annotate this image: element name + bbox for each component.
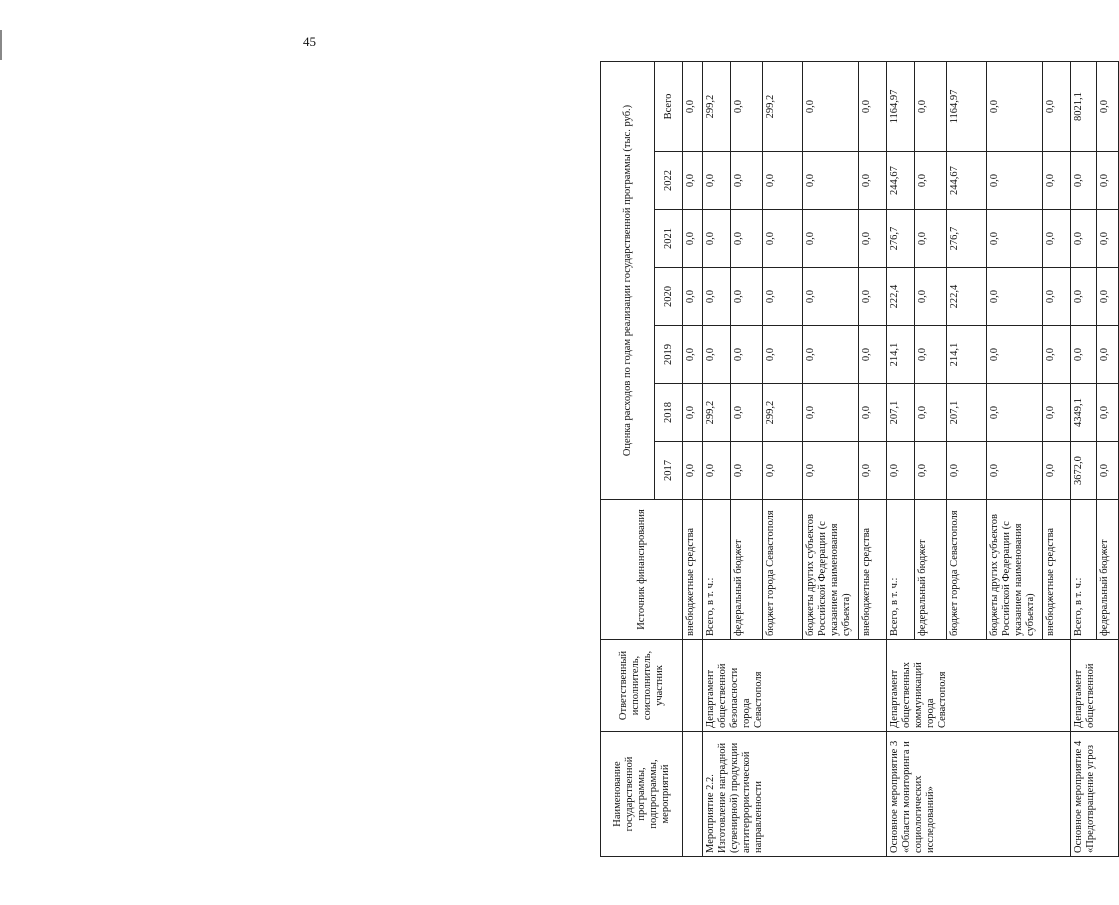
value-cell: 0,0 — [803, 152, 859, 210]
value-cell: 0,0 — [803, 442, 859, 500]
value-cell: 0,0 — [1043, 268, 1071, 326]
value-cell: 276,7 — [947, 210, 987, 268]
value-cell: 0,0 — [703, 326, 731, 384]
value-cell: 0,0 — [987, 326, 1043, 384]
budget-table — [600, 61, 1119, 857]
value-cell: 0,0 — [731, 268, 763, 326]
funding-source: бюджеты других субъектов Российской Федерации (с указанием наименования субъекта) — [803, 500, 859, 640]
value-cell: 0,0 — [859, 152, 887, 210]
total-cell: 0,0 — [803, 61, 859, 151]
value-cell: 0,0 — [1043, 152, 1071, 210]
table-row — [683, 61, 703, 856]
value-cell: 0,0 — [763, 268, 803, 326]
header-year: 2019 — [655, 326, 683, 384]
value-cell: 0,0 — [1043, 384, 1071, 442]
value-cell: 0,0 — [987, 384, 1043, 442]
responsible-executor: Департамент общественных коммуникаций города Севастополя — [887, 640, 1071, 732]
value-cell: 0,0 — [1071, 152, 1097, 210]
value-cell: 222,4 — [947, 268, 987, 326]
value-cell: 0,0 — [1043, 210, 1071, 268]
value-cell: 214,1 — [947, 326, 987, 384]
activity-name: Мероприятие 2.2. Изготовление наградной (сувенирной) продукции антитеррористической направленности — [703, 732, 887, 857]
value-cell: 0,0 — [803, 384, 859, 442]
header-name: Наименование государственной программы, подпрограммы, мероприятий — [601, 732, 683, 857]
table-row — [703, 61, 731, 856]
header-year: 2018 — [655, 384, 683, 442]
header-year: 2020 — [655, 268, 683, 326]
value-cell: 0,0 — [683, 384, 703, 442]
value-cell: 0,0 — [987, 268, 1043, 326]
funding-source: внебюджетные средства — [1043, 500, 1071, 640]
value-cell: 0,0 — [915, 268, 947, 326]
value-cell: 0,0 — [731, 152, 763, 210]
value-cell: 0,0 — [1097, 384, 1119, 442]
table-row — [887, 61, 915, 856]
value-cell: 0,0 — [859, 384, 887, 442]
value-cell: 0,0 — [987, 152, 1043, 210]
total-cell: 0,0 — [683, 61, 703, 151]
value-cell: 0,0 — [915, 210, 947, 268]
value-cell: 0,0 — [1043, 442, 1071, 500]
funding-source: бюджет города Севастополя — [947, 500, 987, 640]
value-cell: 0,0 — [731, 442, 763, 500]
value-cell: 0,0 — [763, 210, 803, 268]
value-cell: 0,0 — [731, 384, 763, 442]
responsible-cell — [683, 640, 703, 732]
value-cell: 0,0 — [1071, 210, 1097, 268]
page-edge-mark — [0, 30, 2, 60]
value-cell: 0,0 — [1097, 152, 1119, 210]
value-cell: 244,67 — [887, 152, 915, 210]
funding-source: Всего, в т. ч.: — [887, 500, 915, 640]
page-number: 45 — [303, 34, 316, 49]
value-cell: 0,0 — [915, 442, 947, 500]
value-cell: 299,2 — [763, 384, 803, 442]
value-cell: 0,0 — [683, 442, 703, 500]
value-cell: 207,1 — [887, 384, 915, 442]
value-cell: 0,0 — [987, 442, 1043, 500]
value-cell: 0,0 — [683, 152, 703, 210]
value-cell: 244,67 — [947, 152, 987, 210]
value-cell: 0,0 — [887, 442, 915, 500]
total-cell: 8021,1 — [1071, 61, 1097, 151]
total-cell: 0,0 — [1043, 61, 1071, 151]
value-cell: 4349,1 — [1071, 384, 1097, 442]
activity-name: Основное мероприятие 3 «Области мониторинга и социологических исследований» — [887, 732, 1071, 857]
value-cell: 0,0 — [703, 210, 731, 268]
value-cell: 0,0 — [859, 326, 887, 384]
value-cell: 0,0 — [683, 210, 703, 268]
value-cell: 214,1 — [887, 326, 915, 384]
total-cell: 0,0 — [859, 61, 887, 151]
total-cell: 299,2 — [763, 61, 803, 151]
value-cell: 222,4 — [887, 268, 915, 326]
funding-source: внебюджетные средства — [859, 500, 887, 640]
value-cell: 0,0 — [763, 152, 803, 210]
value-cell: 0,0 — [683, 326, 703, 384]
table-row — [1071, 61, 1097, 856]
value-cell: 0,0 — [803, 326, 859, 384]
value-cell: 0,0 — [763, 326, 803, 384]
value-cell: 0,0 — [915, 326, 947, 384]
value-cell: 0,0 — [859, 210, 887, 268]
funding-source: федеральный бюджет — [1097, 500, 1119, 640]
total-cell: 299,2 — [703, 61, 731, 151]
value-cell: 0,0 — [683, 268, 703, 326]
value-cell: 3672,0 — [1071, 442, 1097, 500]
total-cell: 1164,97 — [887, 61, 915, 151]
responsible-executor: Департамент общественной — [1071, 640, 1119, 732]
value-cell: 0,0 — [1097, 268, 1119, 326]
funding-source: федеральный бюджет — [915, 500, 947, 640]
value-cell: 0,0 — [763, 442, 803, 500]
name-cell — [683, 732, 703, 857]
value-cell: 0,0 — [731, 210, 763, 268]
total-cell: 1164,97 — [947, 61, 987, 151]
activity-name: Основное мероприятие 4 «Предотвращение угроз — [1071, 732, 1119, 857]
value-cell: 276,7 — [887, 210, 915, 268]
total-cell: 0,0 — [731, 61, 763, 151]
funding-source: федеральный бюджет — [731, 500, 763, 640]
value-cell: 0,0 — [1097, 326, 1119, 384]
value-cell: 0,0 — [731, 326, 763, 384]
funding-source: Всего, в т. ч.: — [1071, 500, 1097, 640]
value-cell: 207,1 — [947, 384, 987, 442]
value-cell: 0,0 — [1043, 326, 1071, 384]
header-year: 2021 — [655, 210, 683, 268]
value-cell: 0,0 — [947, 442, 987, 500]
value-cell: 0,0 — [703, 268, 731, 326]
funding-source: внебюджетные средства — [683, 500, 703, 640]
responsible-executor: Департамент общественной безопасности города Севастополя — [703, 640, 887, 732]
value-cell: 0,0 — [987, 210, 1043, 268]
value-cell: 0,0 — [859, 268, 887, 326]
value-cell: 299,2 — [703, 384, 731, 442]
value-cell: 0,0 — [1097, 210, 1119, 268]
value-cell: 0,0 — [859, 442, 887, 500]
header-responsible: Ответственный исполнитель, соисполнитель, участник — [601, 640, 683, 732]
funding-source: Всего, в т. ч.: — [703, 500, 731, 640]
total-cell: 0,0 — [987, 61, 1043, 151]
rotated-table-container — [600, 62, 1110, 857]
value-cell: 0,0 — [803, 268, 859, 326]
value-cell: 0,0 — [915, 152, 947, 210]
value-cell: 0,0 — [703, 442, 731, 500]
value-cell: 0,0 — [803, 210, 859, 268]
header-year: 2022 — [655, 152, 683, 210]
header-source: Источник финансирования — [601, 500, 683, 640]
value-cell: 0,0 — [1071, 326, 1097, 384]
header-year: 2017 — [655, 442, 683, 500]
funding-source: бюджет города Севастополя — [763, 500, 803, 640]
value-cell: 0,0 — [1097, 442, 1119, 500]
value-cell: 0,0 — [1071, 268, 1097, 326]
total-cell: 0,0 — [915, 61, 947, 151]
funding-source: бюджеты других субъектов Российской Федерации (с указанием наименования субъекта) — [987, 500, 1043, 640]
header-total: Всего — [655, 61, 683, 151]
value-cell: 0,0 — [915, 384, 947, 442]
value-cell: 0,0 — [703, 152, 731, 210]
total-cell: 0,0 — [1097, 61, 1119, 151]
header-estimate: Оценка расходов по годам реализации государственной программы (тыс. руб.) — [601, 61, 655, 499]
